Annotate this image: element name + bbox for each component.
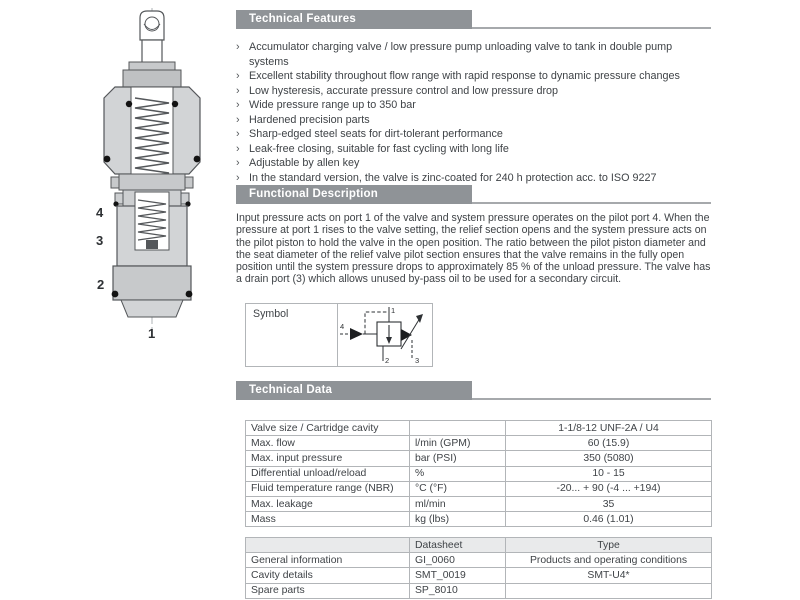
port-label-4: 4 xyxy=(96,205,104,220)
symbol-label: Symbol xyxy=(246,304,338,366)
property-name: Differential unload/reload xyxy=(246,466,410,481)
table-row xyxy=(246,451,712,466)
bullet-text: Adjustable by allen key xyxy=(249,157,360,169)
symbol-label-4: 4 xyxy=(340,322,345,331)
bullet-marker: › xyxy=(236,113,240,126)
o-ring xyxy=(194,156,201,163)
bullet-text: In the standard version, the valve is zinc-coated for 240 h protection acc. to ISO 9227 xyxy=(249,171,657,184)
property-name: Max. input pressure xyxy=(246,451,410,466)
symbol-box xyxy=(245,303,433,367)
table-header-row xyxy=(246,538,712,553)
valve-cross-section-diagram xyxy=(85,8,215,360)
property-unit: ml/min xyxy=(410,496,506,511)
section-title: Technical Features xyxy=(236,10,472,29)
bullet-text: Accumulator charging valve / low pressure pump unloading valve to tank in double pump systems xyxy=(249,41,673,68)
property-unit: bar (PSI) xyxy=(410,451,506,466)
bullet-marker: › xyxy=(236,128,240,140)
functional-description-text: Input pressure acts on port 1 of the valve and system pressure operates on the pilot port 4. When the pressure at port 1 rises to the valve setting, the relief section opens and the system pressure acts on the pilot piston to hold the valve in the open position. The ratio between the pilot piston diameter and the seat diameter of the relief valve pilot section ensures that the valve remains in the fully open position until the system pressure drops to approximately 85 % of the unload pressure. The valve has a drain port (3) which allows unused by-pass oil to be used for a secondary circuit. xyxy=(236,212,711,286)
bullet-item xyxy=(236,40,714,69)
reference-name: General information xyxy=(246,553,410,568)
section-title: Functional Description xyxy=(236,185,472,204)
bullet-item xyxy=(236,127,714,142)
reference-datasheet: SMT_0019 xyxy=(410,568,506,583)
reference-name: Cavity details xyxy=(246,568,410,583)
o-ring xyxy=(104,156,111,163)
bullet-text: Sharp-edged steel seats for dirt-tolerant performance xyxy=(249,128,503,140)
reference-type: SMT-U4* xyxy=(506,568,712,583)
port-label-3: 3 xyxy=(96,233,104,248)
technical-data-header xyxy=(235,381,711,401)
o-ring xyxy=(172,101,178,107)
reference-type: Products and operating conditions xyxy=(506,553,712,568)
o-ring xyxy=(186,291,193,298)
property-unit xyxy=(410,421,506,436)
bullet-text: Low hysteresis, accurate pressure control and low pressure drop xyxy=(249,84,559,97)
bullet-marker: › xyxy=(236,142,240,155)
symbol-label-2: 2 xyxy=(385,356,390,365)
header-cell: Datasheet xyxy=(410,538,506,553)
reference-datasheet: GI_0060 xyxy=(410,553,506,568)
property-value: 35 xyxy=(506,496,712,511)
table-row xyxy=(246,436,712,451)
header-cell xyxy=(246,538,410,553)
property-unit: l/min (GPM) xyxy=(410,436,506,451)
section-title: Technical Data xyxy=(236,381,472,400)
table-row xyxy=(246,568,712,583)
property-value: 0.46 (1.01) xyxy=(506,512,712,527)
table-row xyxy=(246,583,712,598)
bullet-marker: › xyxy=(236,171,240,184)
technical-data-table xyxy=(245,420,712,527)
header-cell: Type xyxy=(506,538,712,553)
table-row xyxy=(246,421,712,436)
bullet-item xyxy=(236,69,714,84)
bullet-text: Leak-free closing, suitable for fast cycling with long life xyxy=(249,142,509,155)
property-name: Max. leakage xyxy=(246,496,410,511)
features-bullet-list xyxy=(236,40,714,185)
property-name: Mass xyxy=(246,512,410,527)
poppet xyxy=(146,240,158,249)
bullet-item xyxy=(236,142,714,157)
bullet-item xyxy=(236,156,714,171)
bullet-item xyxy=(236,98,714,113)
table-row xyxy=(246,466,712,481)
table-row xyxy=(246,496,712,511)
property-name: Valve size / Cartridge cavity xyxy=(246,421,410,436)
symbol-label-3: 3 xyxy=(415,356,420,365)
bullet-marker: › xyxy=(236,157,240,169)
hydraulic-symbol xyxy=(338,304,432,366)
bullet-text: Excellent stability throughout flow range with rapid response to dynamic pressure changes xyxy=(249,70,680,82)
bullet-marker: › xyxy=(236,99,240,111)
property-value: -20... + 90 (-4 ... +194) xyxy=(506,481,712,496)
bullet-marker: › xyxy=(236,70,240,82)
functional-description-header xyxy=(235,185,711,205)
property-name: Fluid temperature range (NBR) xyxy=(246,481,410,496)
reference-type xyxy=(506,583,712,598)
bottom-flange xyxy=(113,266,191,300)
port-label-2: 2 xyxy=(97,277,105,292)
table-row xyxy=(246,553,712,568)
symbol-adjust-arrowhead xyxy=(416,314,423,323)
port4-section xyxy=(119,174,185,190)
reference-datasheet: SP_8010 xyxy=(410,583,506,598)
table-row xyxy=(246,512,712,527)
bullet-marker: › xyxy=(236,84,240,97)
symbol-pilot-triangle xyxy=(350,328,363,340)
o-ring xyxy=(126,101,132,107)
property-unit: °C (°F) xyxy=(410,481,506,496)
bullet-text: Wide pressure range up to 350 bar xyxy=(249,99,416,111)
bullet-item xyxy=(236,171,714,186)
bullet-item xyxy=(236,113,714,128)
property-value: 60 (15.9) xyxy=(506,436,712,451)
bullet-text: Hardened precision parts xyxy=(249,113,370,126)
property-value: 1-1/8-12 UNF-2A / U4 xyxy=(506,421,712,436)
property-value: 10 - 15 xyxy=(506,466,712,481)
locknut xyxy=(123,70,181,87)
nose xyxy=(121,300,183,317)
property-unit: kg (lbs) xyxy=(410,512,506,527)
property-name: Max. flow xyxy=(246,436,410,451)
bullet-marker: › xyxy=(236,41,240,53)
property-unit: % xyxy=(410,466,506,481)
references-table xyxy=(245,537,712,599)
technical-features-header xyxy=(235,10,711,30)
reference-name: Spare parts xyxy=(246,583,410,598)
port-label-1: 1 xyxy=(148,326,156,341)
o-ring xyxy=(112,291,119,298)
port4-tab-left xyxy=(111,177,119,188)
symbol-label-1: 1 xyxy=(391,306,396,315)
property-value: 350 (5080) xyxy=(506,451,712,466)
stem-top xyxy=(140,11,164,40)
port4-tab-right xyxy=(185,177,193,188)
bullet-item xyxy=(236,84,714,99)
table-row xyxy=(246,481,712,496)
